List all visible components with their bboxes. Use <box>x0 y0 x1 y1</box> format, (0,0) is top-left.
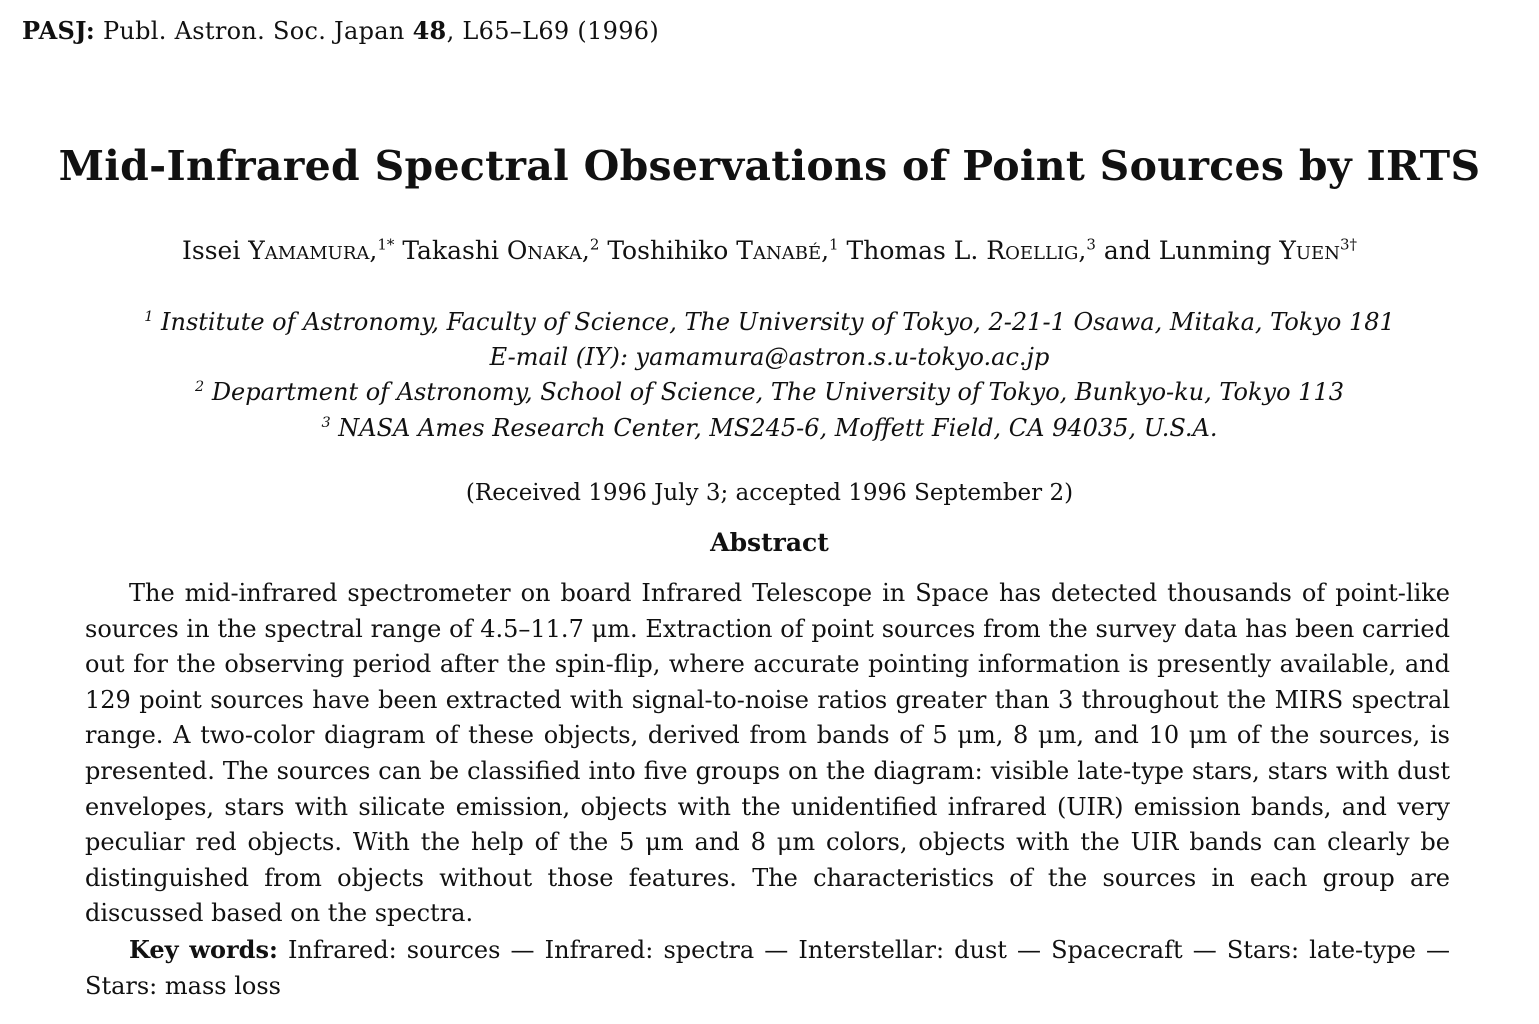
keywords <box>85 932 1450 1004</box>
journal-citation <box>22 16 659 45</box>
journal-name: Publ. Astron. Soc. Japan <box>102 17 405 45</box>
affiliation: $^2$ Department of Astronomy, School of Science, The University of Tokyo, Bunkyo-ku, Tokyo 113 <box>195 378 1344 406</box>
author: Lunming Yuen$^{3\dagger}$ <box>1158 235 1357 265</box>
author-list: Issei Yamamura,$^{1*}$ Takashi Onaka,$^2$ Toshihiko Tanabé,$^1$ Thomas L. Roellig,$^3$ and Lunming Yuen$^{3\dagger}$ <box>182 235 1357 265</box>
author: Toshihiko Tanabé,$^1$ <box>607 235 839 265</box>
affiliation: $^3$ NASA Ames Research Center, MS245-6, Moffett Field, CA 94035, U.S.A. <box>321 414 1218 442</box>
journal-volume: 48 <box>412 16 447 45</box>
author: Thomas L. Roellig,$^3$ <box>846 235 1096 265</box>
keywords-text: Infrared: sources — Infrared: spectra — Interstellar: dust — Spacecraft — Stars: late-type — Stars: mass loss <box>85 936 1450 1000</box>
journal-pages-year: , L65–L69 (1996) <box>446 17 660 45</box>
journal-abbr: PASJ: <box>22 16 95 45</box>
abstract-text: The mid-infrared spectrometer on board Infrared Telescope in Space has detected thousands of point-like sources in the spectral range of 4.5–11.7 μm. Extraction of point sources from the survey data has been carried out for the observing period after the spin-flip, where accurate pointing information is presently available, and 129 point sources have been extracted with signal-to-noise ratios greater than 3 throughout the MIRS spectral range. A two-color diagram of these objects, derived from bands of 5 μm, 8 μm, and 10 μm of the sources, is presented. The sources can be classified into five groups on the diagram: visible late-type stars, stars with dust envelopes, stars with silicate emission, objects with the unidentified infrared (UIR) emission bands, and very peculiar red objects. With the help of the 5 μm and 8 μm colors, objects with the UIR bands can clearly be distinguished from objects without those features. The characteristics of the sources in each group are discussed based on the spectra. <box>85 579 1450 928</box>
keywords-label: Key words: <box>129 935 278 964</box>
author: Takashi Onaka,$^2$ <box>402 235 600 265</box>
author: Issei Yamamura,$^{1*}$ <box>182 235 395 265</box>
paper-title: Mid-Infrared Spectral Observations of Point Sources by IRTS <box>58 142 1481 190</box>
received-dates: (Received 1996 July 3; accepted 1996 September 2) <box>465 480 1074 506</box>
affiliation-email: E-mail (IY): yamamura@astron.s.u-tokyo.ac.jp <box>489 343 1050 371</box>
abstract-heading: Abstract <box>710 528 829 557</box>
affiliation: $^1$ Institute of Astronomy, Faculty of Science, The University of Tokyo, 2-21-1 Osawa, Mitaka, Tokyo 181 <box>144 308 1395 336</box>
